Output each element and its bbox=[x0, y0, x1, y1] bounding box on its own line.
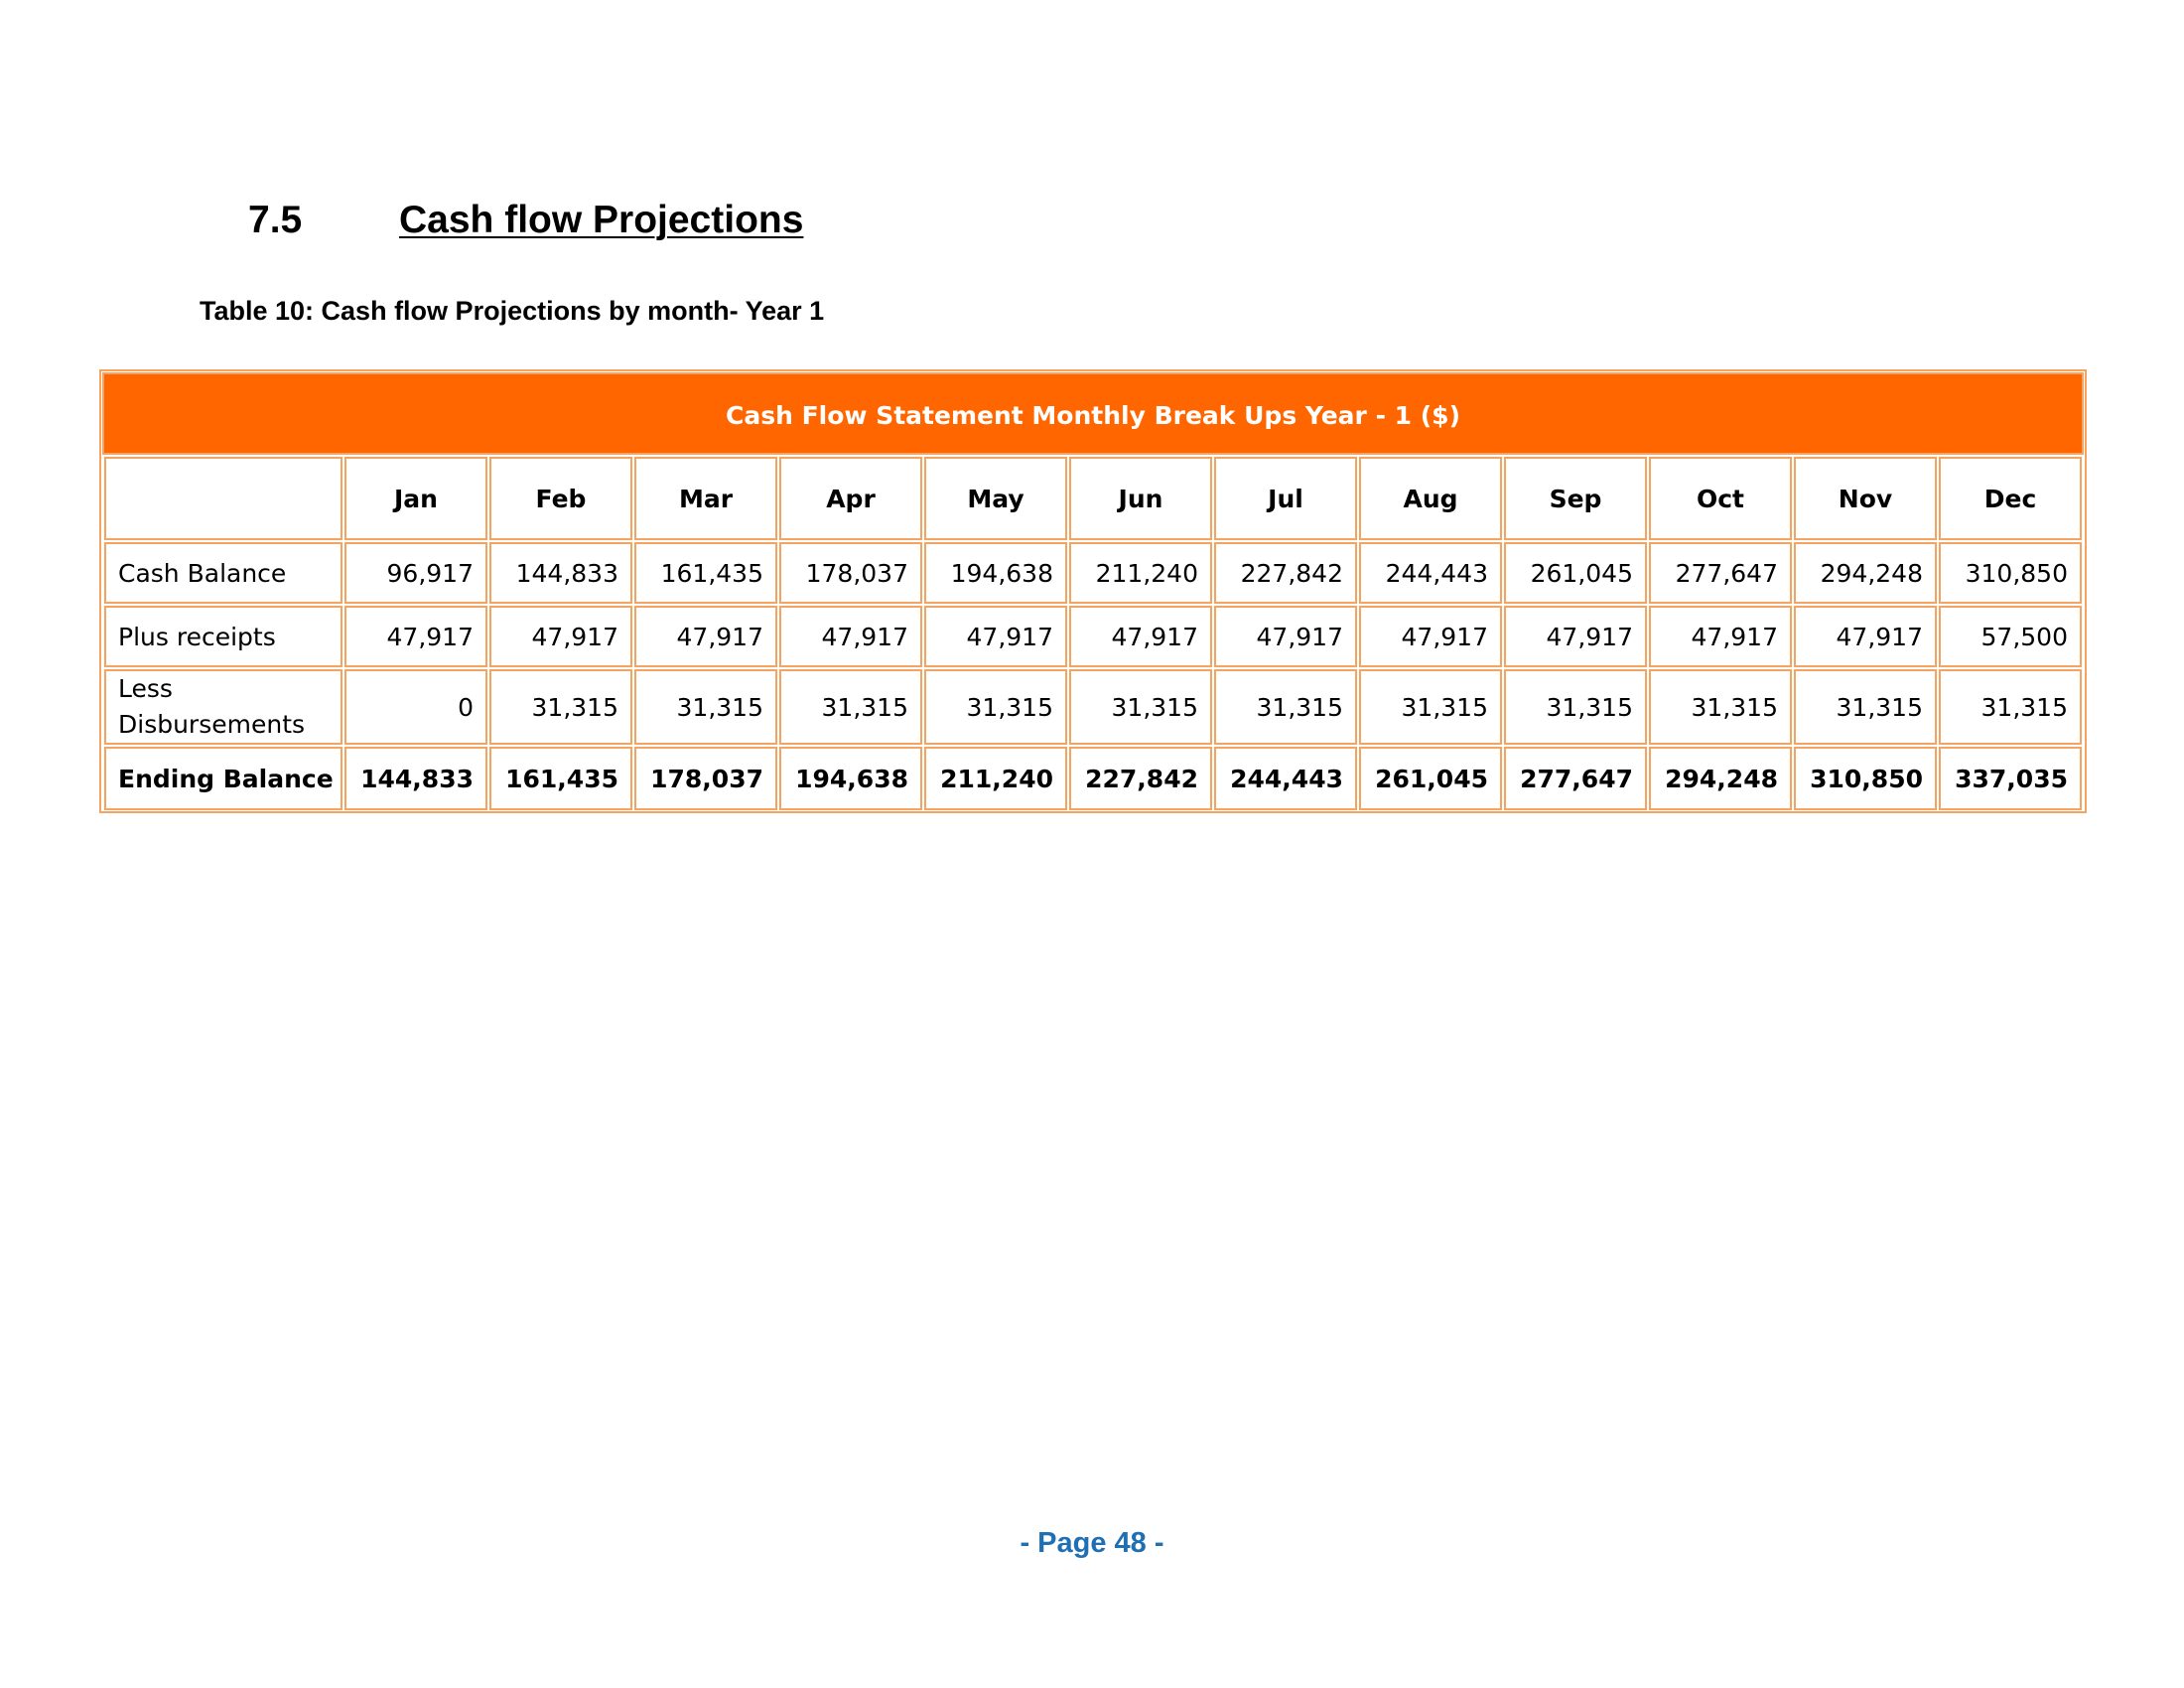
table-cell: 31,315 bbox=[924, 669, 1067, 745]
table-cell: 31,315 bbox=[634, 669, 777, 745]
table-cell: 144,833 bbox=[489, 542, 632, 604]
table-cell: 178,037 bbox=[634, 747, 777, 810]
month-header: Jan bbox=[344, 457, 487, 540]
table-cell: 194,638 bbox=[924, 542, 1067, 604]
table-cell: 31,315 bbox=[1214, 669, 1357, 745]
table-cell: 31,315 bbox=[1794, 669, 1937, 745]
table-cell: 310,850 bbox=[1794, 747, 1937, 810]
month-header: Jul bbox=[1214, 457, 1357, 540]
table-cell: 47,917 bbox=[924, 606, 1067, 667]
month-header: May bbox=[924, 457, 1067, 540]
page-number: - Page 48 - bbox=[1020, 1527, 1164, 1559]
table-caption: Table 10: Cash flow Projections by month- Year 1 bbox=[200, 296, 825, 326]
table-cell: 178,037 bbox=[779, 542, 922, 604]
table-cell: 47,917 bbox=[1504, 606, 1647, 667]
table-cell: 227,842 bbox=[1214, 542, 1357, 604]
month-header: Apr bbox=[779, 457, 922, 540]
table-cell: 47,917 bbox=[1649, 606, 1792, 667]
table-cell: 194,638 bbox=[779, 747, 922, 810]
table-row-ending-balance bbox=[104, 747, 2082, 810]
table-row-less-disbursements bbox=[104, 669, 2082, 745]
table-cell: 31,315 bbox=[1649, 669, 1792, 745]
section-number: 7.5 bbox=[248, 199, 303, 241]
month-header: Sep bbox=[1504, 457, 1647, 540]
table-cell: 47,917 bbox=[1359, 606, 1502, 667]
table-cell: 0 bbox=[344, 669, 487, 745]
table-cell: 144,833 bbox=[344, 747, 487, 810]
table-cell: 211,240 bbox=[1069, 542, 1212, 604]
month-header-row bbox=[104, 457, 2082, 540]
table-cell: 294,248 bbox=[1794, 542, 1937, 604]
month-header: Mar bbox=[634, 457, 777, 540]
table-cell: 31,315 bbox=[779, 669, 922, 745]
table-row-plus-receipts bbox=[104, 606, 2082, 667]
table-cell: 261,045 bbox=[1504, 542, 1647, 604]
table-row-cash-balance bbox=[104, 542, 2082, 604]
table-cell: 31,315 bbox=[1069, 669, 1212, 745]
month-header: Nov bbox=[1794, 457, 1937, 540]
cash-flow-grid bbox=[102, 455, 2084, 812]
table-cell: 47,917 bbox=[1214, 606, 1357, 667]
table-cell: 47,917 bbox=[489, 606, 632, 667]
table-cell: 31,315 bbox=[1359, 669, 1502, 745]
table-cell: 294,248 bbox=[1649, 747, 1792, 810]
cash-flow-table bbox=[99, 369, 2087, 813]
table-cell: 227,842 bbox=[1069, 747, 1212, 810]
corner-cell bbox=[104, 457, 342, 540]
month-header: Dec bbox=[1939, 457, 2082, 540]
table-cell: 337,035 bbox=[1939, 747, 2082, 810]
table-cell: 47,917 bbox=[1069, 606, 1212, 667]
table-cell: 47,917 bbox=[344, 606, 487, 667]
table-cell: 211,240 bbox=[924, 747, 1067, 810]
row-label: Less Disbursements bbox=[104, 669, 342, 745]
table-cell: 31,315 bbox=[1504, 669, 1647, 745]
table-cell: 277,647 bbox=[1649, 542, 1792, 604]
month-header: Oct bbox=[1649, 457, 1792, 540]
table-title-banner: Cash Flow Statement Monthly Break Ups Year - 1 ($) bbox=[102, 372, 2084, 455]
table-cell: 161,435 bbox=[489, 747, 632, 810]
table-cell: 96,917 bbox=[344, 542, 487, 604]
row-label: Cash Balance bbox=[104, 542, 342, 604]
row-label: Ending Balance bbox=[104, 747, 342, 810]
section-title: Cash flow Projections bbox=[399, 199, 804, 241]
row-label: Plus receipts bbox=[104, 606, 342, 667]
table-cell: 277,647 bbox=[1504, 747, 1647, 810]
month-header: Jun bbox=[1069, 457, 1212, 540]
table-cell: 31,315 bbox=[1939, 669, 2082, 745]
month-header: Aug bbox=[1359, 457, 1502, 540]
table-cell: 47,917 bbox=[634, 606, 777, 667]
table-cell: 47,917 bbox=[779, 606, 922, 667]
table-cell: 161,435 bbox=[634, 542, 777, 604]
month-header: Feb bbox=[489, 457, 632, 540]
table-cell: 244,443 bbox=[1214, 747, 1357, 810]
table-cell: 47,917 bbox=[1794, 606, 1937, 667]
table-cell: 57,500 bbox=[1939, 606, 2082, 667]
table-cell: 310,850 bbox=[1939, 542, 2082, 604]
table-cell: 31,315 bbox=[489, 669, 632, 745]
table-cell: 261,045 bbox=[1359, 747, 1502, 810]
table-cell: 244,443 bbox=[1359, 542, 1502, 604]
section-heading bbox=[248, 197, 803, 244]
